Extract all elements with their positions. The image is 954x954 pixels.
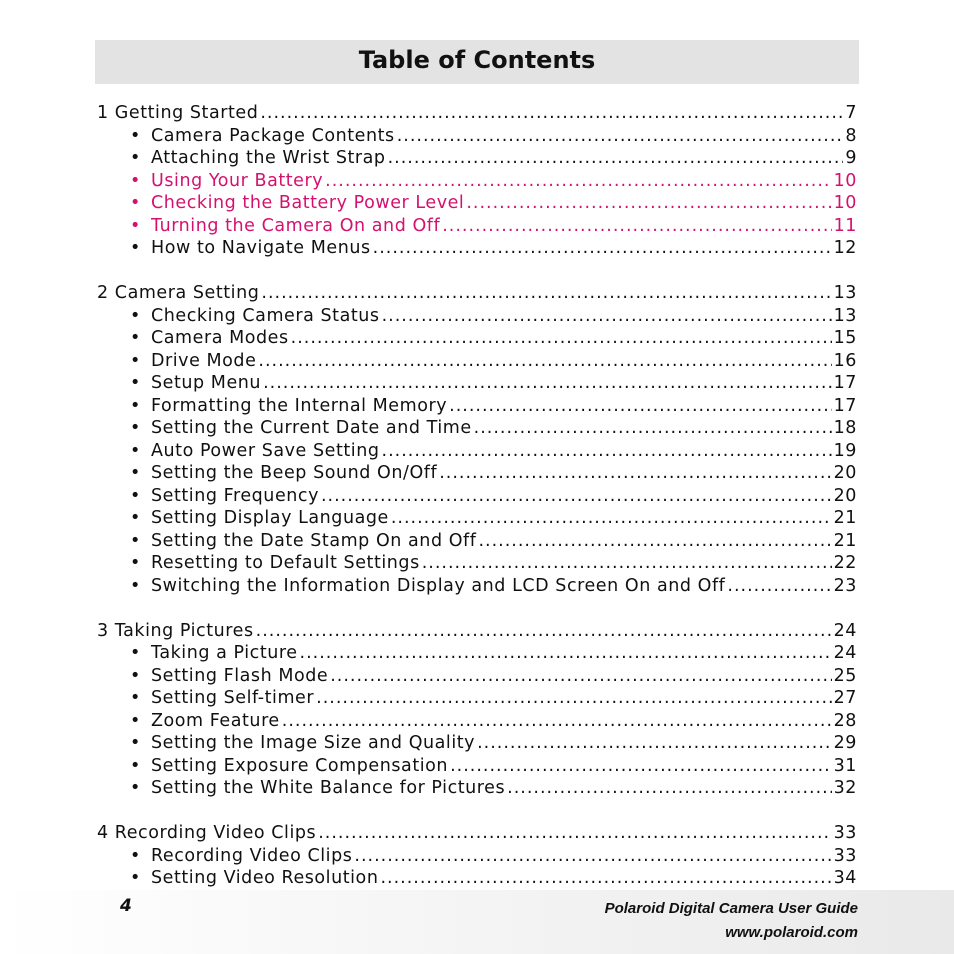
toc-page-number: 11: [833, 215, 857, 236]
dot-leader: [300, 643, 832, 663]
bullet-icon: •: [130, 238, 141, 258]
toc-label: Camera Modes: [151, 328, 289, 348]
bullet-icon: •: [130, 440, 141, 461]
guide-title: Polaroid Digital Camera User Guide: [604, 900, 858, 917]
bullet-icon: •: [130, 170, 141, 191]
bullet-icon: •: [130, 575, 141, 596]
toc-entry[interactable]: [97, 846, 857, 869]
dot-leader: [261, 283, 831, 303]
toc-label: Turning the Camera On and Off: [151, 215, 441, 236]
toc-entry[interactable]: [97, 733, 857, 756]
bullet-icon: •: [130, 733, 141, 753]
bullet-icon: •: [130, 485, 141, 506]
bullet-icon: •: [130, 665, 141, 686]
dot-leader: [449, 396, 832, 416]
toc-label: Setting Frequency: [151, 485, 319, 506]
bullet-icon: •: [130, 148, 141, 168]
toc-label: Setting Display Language: [151, 508, 389, 528]
toc-page-number: 8: [845, 125, 857, 146]
bullet-icon: •: [130, 373, 141, 393]
toc-page-number: 17: [833, 373, 857, 393]
toc-page-number: 32: [833, 778, 857, 798]
dot-leader: [466, 193, 831, 213]
toc-page-number: 27: [833, 688, 857, 708]
bullet-icon: •: [130, 643, 141, 663]
toc-entry[interactable]: [97, 688, 857, 711]
toc-page-number: 16: [833, 350, 857, 371]
bullet-icon: •: [130, 778, 141, 798]
dot-leader: [422, 553, 832, 573]
toc-label: Auto Power Save Setting: [151, 440, 380, 461]
toc-chapter[interactable]: [97, 283, 857, 306]
dot-leader: [507, 778, 831, 798]
toc-entry[interactable]: [97, 666, 857, 689]
dot-leader: [474, 418, 832, 438]
dot-leader: [258, 351, 831, 371]
website-link[interactable]: www.polaroid.com: [725, 924, 858, 941]
toc-label: Setup Menu: [151, 373, 262, 393]
toc-chapter[interactable]: [97, 823, 857, 846]
toc-label: Setting Exposure Compensation: [151, 755, 449, 776]
dot-leader: [316, 688, 832, 708]
toc-page-number: 31: [833, 755, 857, 776]
dot-leader: [380, 868, 831, 888]
toc-page-number: 29: [833, 733, 857, 753]
toc-page-number: 10: [833, 193, 857, 213]
toc-entry[interactable]: [97, 148, 857, 171]
toc-entry[interactable]: [97, 531, 857, 554]
toc-page-number: 13: [833, 283, 857, 303]
bullet-icon: •: [130, 688, 141, 708]
toc-entry[interactable]: [97, 868, 857, 891]
toc-entry[interactable]: [97, 576, 857, 599]
toc-page-number: 9: [845, 148, 857, 168]
toc-page-number: 21: [833, 508, 857, 528]
toc-entry[interactable]: [97, 216, 857, 239]
dot-leader: [478, 531, 831, 551]
toc-label: Camera Package Contents: [151, 125, 395, 146]
toc-label: Zoom Feature: [151, 710, 280, 731]
toc-entry[interactable]: [97, 306, 857, 329]
toc-label: 3 Taking Pictures: [97, 620, 254, 641]
dot-leader: [354, 846, 831, 866]
toc-entry[interactable]: [97, 463, 857, 486]
toc-page-number: 23: [833, 575, 857, 596]
toc-label: 4 Recording Video Clips: [97, 823, 317, 843]
toc-label: Setting Video Resolution: [151, 868, 379, 888]
bullet-icon: •: [130, 125, 141, 146]
toc-page-number: 20: [833, 485, 857, 506]
bullet-icon: •: [130, 755, 141, 776]
dot-leader: [260, 103, 843, 123]
toc-entry[interactable]: [97, 778, 857, 801]
dot-leader: [291, 328, 832, 348]
toc-label: Setting Flash Mode: [151, 665, 329, 686]
bullet-icon: •: [130, 215, 141, 236]
toc-label: 2 Camera Setting: [97, 283, 260, 303]
toc-label: Drive Mode: [151, 350, 257, 371]
dot-leader: [388, 148, 844, 168]
toc-page-number: 21: [833, 530, 857, 551]
toc-label: Formatting the Internal Memory: [151, 395, 448, 416]
toc-entry[interactable]: [97, 508, 857, 531]
bullet-icon: •: [130, 710, 141, 731]
toc-label: Taking a Picture: [151, 643, 298, 663]
dot-leader: [321, 486, 832, 506]
bullet-icon: •: [130, 305, 141, 326]
bullet-icon: •: [130, 845, 141, 866]
bullet-icon: •: [130, 463, 141, 483]
toc-page-number: 25: [833, 665, 857, 686]
toc-label: Checking Camera Status: [151, 305, 380, 326]
toc-label: Setting the White Balance for Pictures: [151, 778, 506, 798]
page-title: Table of Contents: [358, 46, 596, 74]
toc-label: How to Navigate Menus: [151, 238, 371, 258]
bullet-icon: •: [130, 395, 141, 416]
dot-leader: [318, 823, 831, 843]
toc-page-number: 28: [833, 710, 857, 731]
dot-leader: [382, 441, 832, 461]
dot-leader: [391, 508, 832, 528]
toc-entry[interactable]: [97, 643, 857, 666]
toc-entry[interactable]: [97, 193, 857, 216]
page-number: 4: [120, 896, 132, 916]
dot-leader: [439, 463, 831, 483]
toc-label: Attaching the Wrist Strap: [151, 148, 386, 168]
toc-label: Setting the Date Stamp On and Off: [151, 530, 477, 551]
dot-leader: [263, 373, 832, 393]
toc-label: Checking the Battery Power Level: [151, 193, 465, 213]
toc-entry[interactable]: [97, 486, 857, 509]
dot-leader: [450, 756, 832, 776]
toc-page-number: 34: [833, 868, 857, 888]
dot-leader: [373, 238, 832, 258]
toc-entry[interactable]: [97, 553, 857, 576]
toc-page-number: 24: [833, 620, 857, 641]
toc-page-number: 7: [845, 103, 857, 123]
toc-page-number: 15: [833, 328, 857, 348]
toc-label: Setting the Image Size and Quality: [151, 733, 476, 753]
toc-entry[interactable]: [97, 373, 857, 396]
dot-leader: [382, 306, 832, 326]
toc-chapter[interactable]: [97, 621, 857, 644]
toc-page-number: 24: [833, 643, 857, 663]
bullet-icon: •: [130, 418, 141, 438]
toc-label: Setting the Beep Sound On/Off: [151, 463, 438, 483]
dot-leader: [256, 621, 832, 641]
toc-page-number: 19: [833, 440, 857, 461]
dot-leader: [397, 126, 844, 146]
toc-page-number: 10: [833, 170, 857, 191]
toc-entry[interactable]: [97, 328, 857, 351]
table-of-contents: [97, 103, 857, 891]
toc-label: Using Your Battery: [151, 170, 324, 191]
bullet-icon: •: [130, 508, 141, 528]
bullet-icon: •: [130, 350, 141, 371]
toc-page-number: 13: [833, 305, 857, 326]
toc-chapter[interactable]: [97, 103, 857, 126]
toc-label: Setting the Current Date and Time: [151, 418, 472, 438]
toc-entry[interactable]: [97, 171, 857, 194]
dot-leader: [325, 171, 831, 191]
toc-page-number: 18: [833, 418, 857, 438]
toc-entry[interactable]: [97, 396, 857, 419]
bullet-icon: •: [130, 328, 141, 348]
toc-page-number: 12: [833, 238, 857, 258]
dot-leader: [477, 733, 832, 753]
title-bar: [95, 40, 859, 84]
dot-leader: [442, 216, 831, 236]
toc-entry[interactable]: [97, 756, 857, 779]
dot-leader: [727, 576, 831, 596]
toc-entry[interactable]: [97, 238, 857, 261]
toc-label: 1 Getting Started: [97, 103, 259, 123]
toc-label: Recording Video Clips: [151, 845, 353, 866]
bullet-icon: •: [130, 553, 141, 573]
toc-label: Setting Self-timer: [151, 688, 315, 708]
toc-label: Resetting to Default Settings: [151, 553, 420, 573]
toc-entry[interactable]: [97, 418, 857, 441]
toc-page-number: 33: [833, 845, 857, 866]
toc-page-number: 22: [833, 553, 857, 573]
bullet-icon: •: [130, 868, 141, 888]
bullet-icon: •: [130, 193, 141, 213]
toc-label: Switching the Information Display and LCD Screen On and Off: [151, 575, 726, 596]
toc-page-number: 17: [833, 395, 857, 416]
toc-entry[interactable]: [97, 351, 857, 374]
toc-entry[interactable]: [97, 441, 857, 464]
toc-page-number: 20: [833, 463, 857, 483]
toc-page-number: 33: [833, 823, 857, 843]
toc-entry[interactable]: [97, 711, 857, 734]
bullet-icon: •: [130, 530, 141, 551]
toc-entry[interactable]: [97, 126, 857, 149]
dot-leader: [282, 711, 832, 731]
dot-leader: [330, 666, 831, 686]
